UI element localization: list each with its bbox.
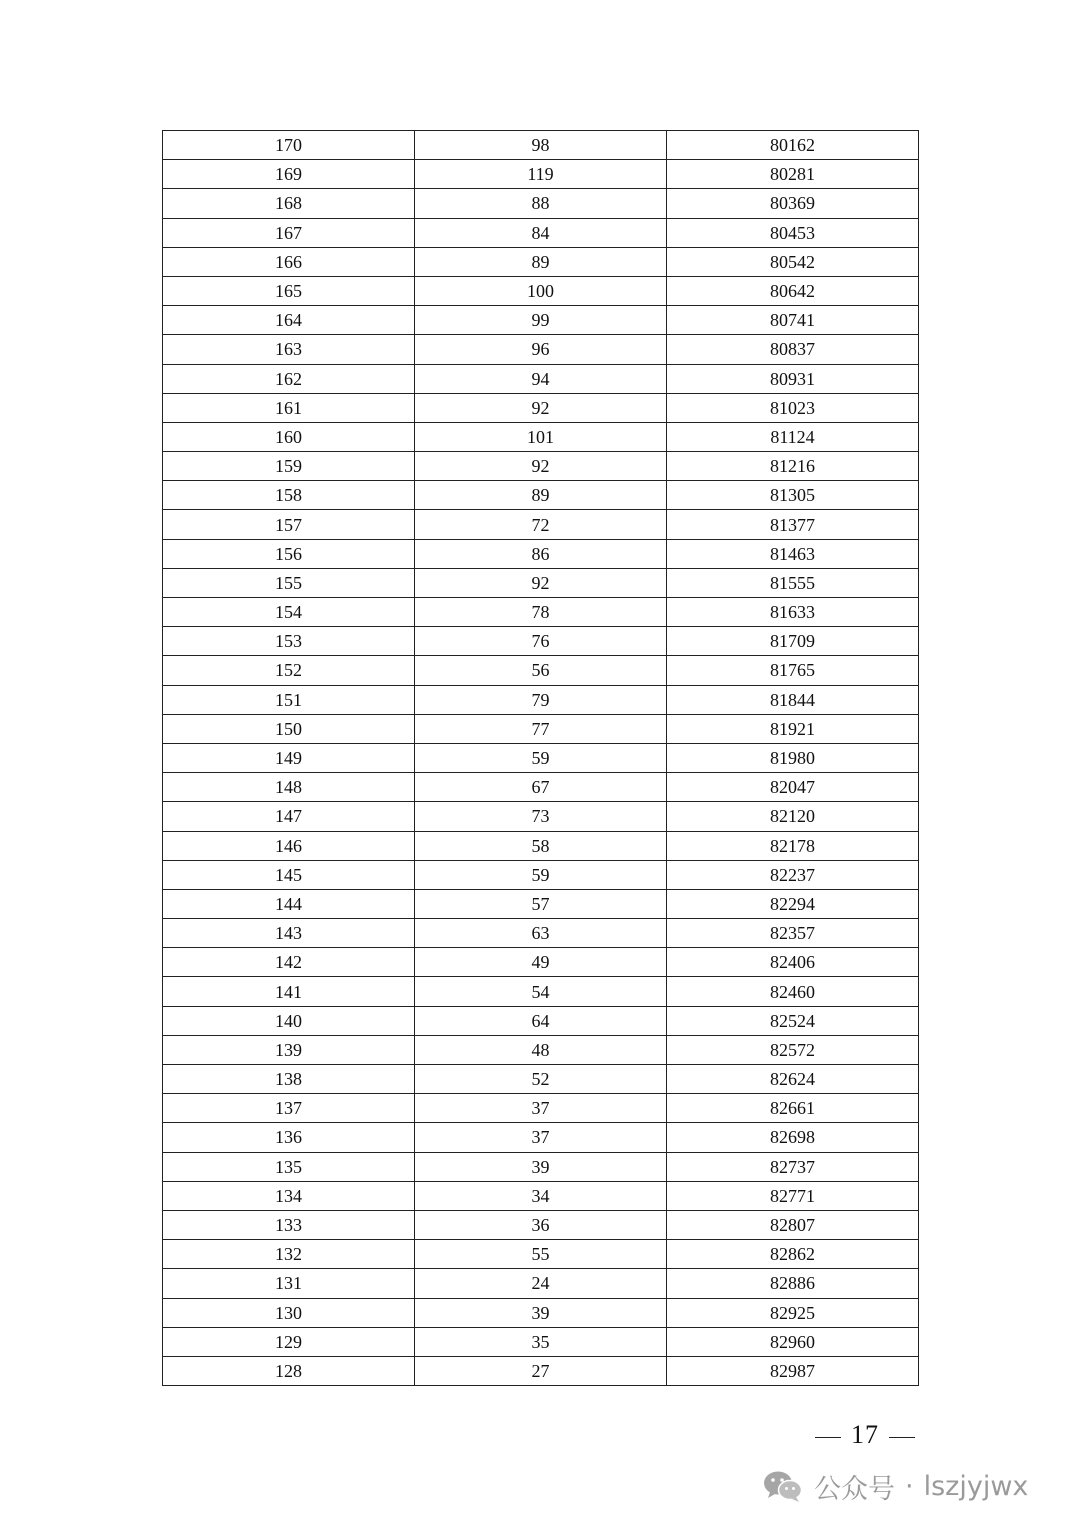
table-cell: 166	[163, 247, 415, 276]
table-cell: 82698	[667, 1123, 919, 1152]
table-cell: 82960	[667, 1327, 919, 1356]
table-row	[163, 627, 919, 656]
table-row	[163, 1094, 919, 1123]
table-cell: 151	[163, 685, 415, 714]
table-cell: 92	[415, 452, 667, 481]
table-cell: 82807	[667, 1210, 919, 1239]
wechat-watermark	[762, 1462, 1028, 1510]
table-cell: 80453	[667, 218, 919, 247]
table-cell: 158	[163, 481, 415, 510]
table-cell: 81980	[667, 743, 919, 772]
watermark-label: 公众号	[814, 1473, 895, 1505]
table-cell: 101	[415, 422, 667, 451]
table-row	[163, 393, 919, 422]
page-number	[800, 1420, 930, 1450]
table-cell: 170	[163, 131, 415, 160]
table-cell: 164	[163, 306, 415, 335]
table-row	[163, 306, 919, 335]
table-row	[163, 189, 919, 218]
table-cell: 27	[415, 1356, 667, 1385]
table-cell: 82357	[667, 919, 919, 948]
table-row	[163, 1181, 919, 1210]
table-cell: 160	[163, 422, 415, 451]
table-cell: 142	[163, 948, 415, 977]
table-cell: 94	[415, 364, 667, 393]
table-cell: 82294	[667, 889, 919, 918]
table-cell: 148	[163, 773, 415, 802]
table-cell: 129	[163, 1327, 415, 1356]
table-cell: 55	[415, 1240, 667, 1269]
table-cell: 81463	[667, 539, 919, 568]
table-cell: 98	[415, 131, 667, 160]
table-row	[163, 422, 919, 451]
table-cell: 154	[163, 598, 415, 627]
table-cell: 73	[415, 802, 667, 831]
table-cell: 48	[415, 1035, 667, 1064]
table-row	[163, 160, 919, 189]
table-cell: 82047	[667, 773, 919, 802]
wechat-icon	[762, 1468, 804, 1504]
table-row	[163, 802, 919, 831]
table-cell: 81216	[667, 452, 919, 481]
table-cell: 80642	[667, 276, 919, 305]
table-cell: 56	[415, 656, 667, 685]
table-cell: 136	[163, 1123, 415, 1152]
table-cell: 81921	[667, 714, 919, 743]
table-cell: 81765	[667, 656, 919, 685]
table-cell: 35	[415, 1327, 667, 1356]
table-cell: 84	[415, 218, 667, 247]
table-cell: 82237	[667, 860, 919, 889]
table-row	[163, 1210, 919, 1239]
table-row	[163, 218, 919, 247]
table-cell: 82624	[667, 1065, 919, 1094]
table-cell: 24	[415, 1269, 667, 1298]
table-cell: 141	[163, 977, 415, 1006]
table-cell: 135	[163, 1152, 415, 1181]
table-row	[163, 831, 919, 860]
table-row	[163, 860, 919, 889]
table-cell: 59	[415, 860, 667, 889]
table-cell: 82862	[667, 1240, 919, 1269]
table-cell: 39	[415, 1152, 667, 1181]
table-row	[163, 685, 919, 714]
table-row	[163, 1327, 919, 1356]
table-cell: 137	[163, 1094, 415, 1123]
table-cell: 168	[163, 189, 415, 218]
table-cell: 89	[415, 481, 667, 510]
table-cell: 80162	[667, 131, 919, 160]
table-cell: 81633	[667, 598, 919, 627]
table-cell: 131	[163, 1269, 415, 1298]
table-cell: 156	[163, 539, 415, 568]
table-cell: 72	[415, 510, 667, 539]
table-cell: 144	[163, 889, 415, 918]
table-cell: 130	[163, 1298, 415, 1327]
table-row	[163, 1152, 919, 1181]
table-cell: 82406	[667, 948, 919, 977]
table-cell: 132	[163, 1240, 415, 1269]
table-cell: 59	[415, 743, 667, 772]
watermark-separator: ·	[905, 1470, 914, 1502]
table-cell: 54	[415, 977, 667, 1006]
table-cell: 82771	[667, 1181, 919, 1210]
table-cell: 157	[163, 510, 415, 539]
table-cell: 79	[415, 685, 667, 714]
table-row	[163, 131, 919, 160]
table-row	[163, 1065, 919, 1094]
table-cell: 52	[415, 1065, 667, 1094]
table-row	[163, 743, 919, 772]
table-cell: 167	[163, 218, 415, 247]
table-cell: 82460	[667, 977, 919, 1006]
table-row	[163, 773, 919, 802]
table-row	[163, 889, 919, 918]
table-body	[163, 131, 919, 1386]
table-cell: 49	[415, 948, 667, 977]
table-cell: 81023	[667, 393, 919, 422]
table-row	[163, 247, 919, 276]
table-cell: 146	[163, 831, 415, 860]
table-cell: 145	[163, 860, 415, 889]
table-cell: 96	[415, 335, 667, 364]
table-row	[163, 919, 919, 948]
table-row	[163, 452, 919, 481]
table-row	[163, 598, 919, 627]
table-cell: 163	[163, 335, 415, 364]
table-row	[163, 1356, 919, 1385]
table-cell: 153	[163, 627, 415, 656]
table-row	[163, 1298, 919, 1327]
table-cell: 99	[415, 306, 667, 335]
table-row	[163, 1123, 919, 1152]
table-row	[163, 1269, 919, 1298]
table-cell: 82737	[667, 1152, 919, 1181]
table-row	[163, 1240, 919, 1269]
table-cell: 140	[163, 1006, 415, 1035]
table-cell: 80837	[667, 335, 919, 364]
table-cell: 57	[415, 889, 667, 918]
table-cell: 152	[163, 656, 415, 685]
table-row	[163, 335, 919, 364]
table-cell: 80281	[667, 160, 919, 189]
table-cell: 88	[415, 189, 667, 218]
table-cell: 86	[415, 539, 667, 568]
table-cell: 119	[415, 160, 667, 189]
table-cell: 92	[415, 393, 667, 422]
table-row	[163, 656, 919, 685]
table-cell: 58	[415, 831, 667, 860]
table-cell: 82572	[667, 1035, 919, 1064]
table-cell: 80542	[667, 247, 919, 276]
table-cell: 100	[415, 276, 667, 305]
table-cell: 159	[163, 452, 415, 481]
table-cell: 82886	[667, 1269, 919, 1298]
table-row	[163, 539, 919, 568]
table-cell: 81844	[667, 685, 919, 714]
table-cell: 37	[415, 1094, 667, 1123]
table-cell: 169	[163, 160, 415, 189]
table-cell: 81305	[667, 481, 919, 510]
table-cell: 89	[415, 247, 667, 276]
table-cell: 92	[415, 568, 667, 597]
table-cell: 147	[163, 802, 415, 831]
table-cell: 77	[415, 714, 667, 743]
table-cell: 37	[415, 1123, 667, 1152]
table-cell: 80931	[667, 364, 919, 393]
table-cell: 150	[163, 714, 415, 743]
table-cell: 143	[163, 919, 415, 948]
table-cell: 81709	[667, 627, 919, 656]
table-cell: 63	[415, 919, 667, 948]
table-row	[163, 714, 919, 743]
table-cell: 138	[163, 1065, 415, 1094]
table-cell: 82661	[667, 1094, 919, 1123]
table-cell: 134	[163, 1181, 415, 1210]
table-cell: 149	[163, 743, 415, 772]
table-cell: 82178	[667, 831, 919, 860]
table-cell: 82524	[667, 1006, 919, 1035]
table-cell: 76	[415, 627, 667, 656]
table-row	[163, 1035, 919, 1064]
table-row	[163, 510, 919, 539]
table-row	[163, 948, 919, 977]
table-cell: 39	[415, 1298, 667, 1327]
table-cell: 139	[163, 1035, 415, 1064]
table-cell: 128	[163, 1356, 415, 1385]
table-cell: 80369	[667, 189, 919, 218]
table-row	[163, 568, 919, 597]
right-dash	[889, 1437, 915, 1438]
table-row	[163, 364, 919, 393]
table-cell: 80741	[667, 306, 919, 335]
table-cell: 165	[163, 276, 415, 305]
table-cell: 34	[415, 1181, 667, 1210]
table-row	[163, 977, 919, 1006]
table-cell: 82987	[667, 1356, 919, 1385]
left-dash	[815, 1437, 841, 1438]
watermark-account: lszjyjwx	[923, 1470, 1029, 1502]
table-cell: 81377	[667, 510, 919, 539]
table-cell: 82120	[667, 802, 919, 831]
table-cell: 36	[415, 1210, 667, 1239]
score-distribution-table	[162, 130, 919, 1386]
table-cell: 64	[415, 1006, 667, 1035]
table-row	[163, 276, 919, 305]
table-cell: 133	[163, 1210, 415, 1239]
table-cell: 78	[415, 598, 667, 627]
table-cell: 81124	[667, 422, 919, 451]
table-row	[163, 481, 919, 510]
table-cell: 82925	[667, 1298, 919, 1327]
table-cell: 161	[163, 393, 415, 422]
table-cell: 155	[163, 568, 415, 597]
table-cell: 81555	[667, 568, 919, 597]
table-cell: 162	[163, 364, 415, 393]
page-number-text: 17	[851, 1420, 879, 1449]
table-cell: 67	[415, 773, 667, 802]
table-row	[163, 1006, 919, 1035]
